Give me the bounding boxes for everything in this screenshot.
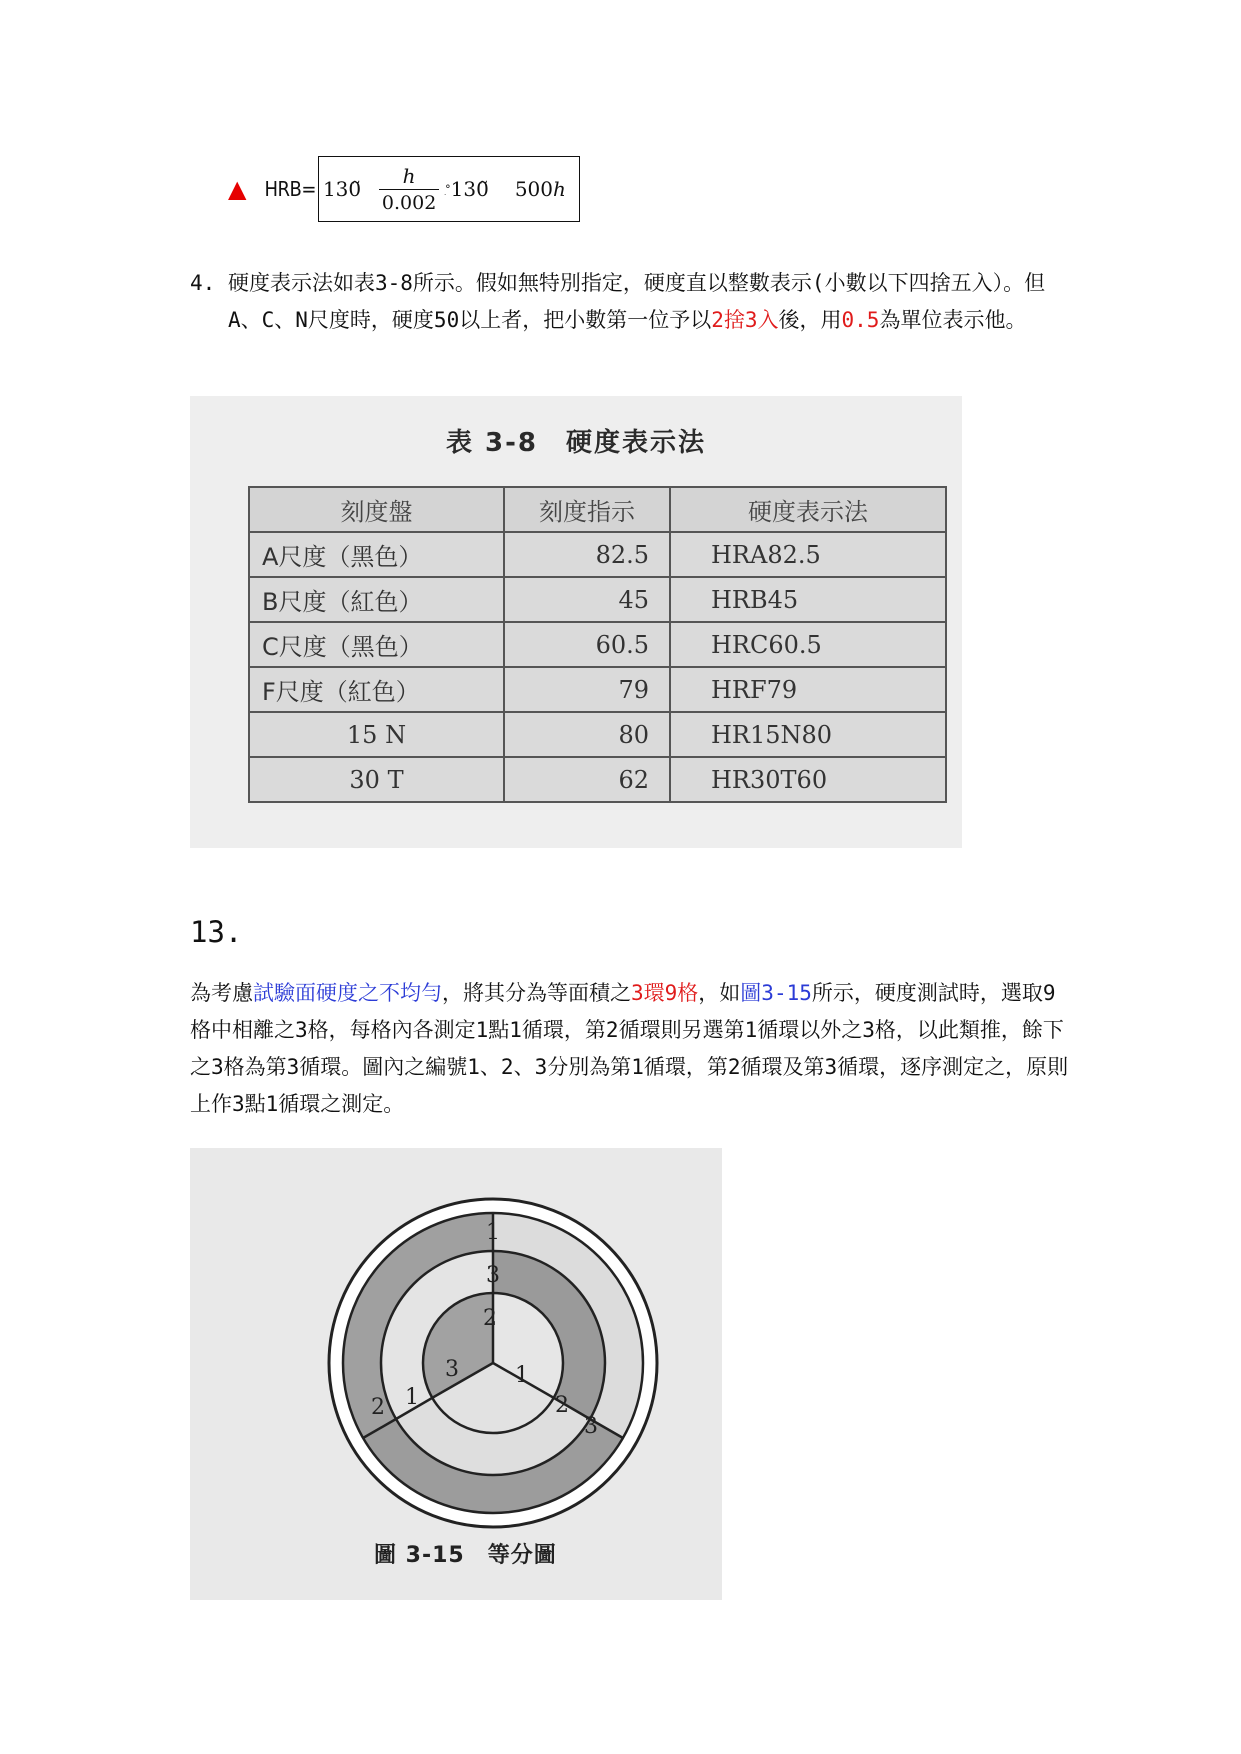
- formula-numerator: h: [402, 163, 416, 188]
- figure-reference: 圖3-15: [740, 981, 812, 1005]
- section-4-text: 為單位表示他。: [879, 308, 1027, 332]
- header-reading: 刻度指示: [504, 487, 670, 532]
- label-outer-top: 1: [486, 1220, 500, 1245]
- section-13-text: 所示，硬度測試時，選取9格中相離之3格，每格內各測定1點1循環，第2循環則另選第1循環以外之3格，以此類推，餘下之3格為第3循環。圖內之編號1、2、3分別為第1循環，第2循環及第3循環，逐序測定之，原則上作3點1循環之測定。: [190, 981, 1069, 1116]
- table-row: [249, 667, 946, 712]
- cell-dial: C尺度（黑色）: [249, 622, 504, 667]
- highlight-rounding-rule: 2捨3入: [711, 308, 779, 332]
- formula-lead: 130̃: [322, 177, 362, 201]
- cell-dial: B尺度（紅色）: [249, 577, 504, 622]
- highlight-nonuniform: 試驗面硬度之不均勻: [253, 981, 442, 1005]
- formula-box: [318, 156, 580, 222]
- cell-reading: 62: [504, 757, 670, 802]
- label-middle-right: 2: [555, 1393, 569, 1418]
- cell-notation: HRB45: [670, 577, 946, 622]
- cell-notation: HRF79: [670, 667, 946, 712]
- label-inner-top: 2: [483, 1306, 497, 1331]
- label-inner-right: 1: [515, 1363, 529, 1388]
- formula-fraction: [379, 163, 439, 216]
- cell-reading: 45: [504, 577, 670, 622]
- hrb-formula: [228, 154, 580, 224]
- table-caption: 表 3-8 硬度表示法: [445, 428, 707, 458]
- figure-caption: 圖 3-15 等分圖: [374, 1543, 557, 1568]
- section-4-text: 後，用: [778, 308, 842, 332]
- cell-reading: 80: [504, 712, 670, 757]
- division-figure-image: [190, 1148, 722, 1600]
- cell-notation: HRA82.5: [670, 532, 946, 577]
- header-notation: 硬度表示法: [670, 487, 946, 532]
- formula-mid-symbol: ׅ°: [445, 182, 451, 196]
- label-outer-right: 3: [584, 1414, 598, 1439]
- cell-dial: F尺度（紅色）: [249, 667, 504, 712]
- table-row: [249, 577, 946, 622]
- red-triangle-icon: ▲: [228, 175, 247, 203]
- section-4-body: [228, 265, 1070, 339]
- hardness-table: [248, 486, 947, 803]
- section-13-text: ，將其分為等面積之: [442, 981, 631, 1005]
- label-middle-left: 1: [405, 1385, 419, 1410]
- cell-notation: HR15N80: [670, 712, 946, 757]
- section-13-text: ，如: [698, 981, 741, 1005]
- table-row: [249, 712, 946, 757]
- formula-label: HRB=: [264, 177, 316, 201]
- highlight-rings-cells: 3環9格: [631, 981, 699, 1005]
- section-4-paragraph: [190, 265, 1070, 339]
- cell-dial: 30 T: [249, 757, 504, 802]
- cell-dial: 15 N: [249, 712, 504, 757]
- section-13-heading: 13.: [190, 915, 243, 949]
- formula-tail-variable: h: [553, 177, 566, 201]
- section-4-text: 硬度表示法如表3-8所示。假如無特別指定，硬度直以整數表示(小數以下四捨五入）。但A、C、N尺度時，硬度50以上者，把小數第一位予以: [228, 271, 1046, 332]
- formula-denominator: 0.002: [381, 191, 437, 214]
- table-header-row: [249, 487, 946, 532]
- formula-tail-number: 500: [514, 177, 553, 201]
- cell-reading: 60.5: [504, 622, 670, 667]
- formula-after: 130̃: [450, 177, 489, 201]
- section-13-text: 為考慮: [190, 981, 253, 1005]
- table-row: [249, 757, 946, 802]
- section-13-paragraph: [190, 975, 1070, 1123]
- hardness-table-image: [190, 396, 962, 848]
- table-row: [249, 622, 946, 667]
- label-middle-top: 3: [486, 1263, 500, 1288]
- label-inner-left: 3: [445, 1357, 459, 1382]
- division-diagram: [190, 1148, 722, 1600]
- cell-dial: A尺度（黑色）: [249, 532, 504, 577]
- cell-notation: HR30T60: [670, 757, 946, 802]
- highlight-unit: 0.5: [841, 308, 880, 332]
- label-outer-left: 2: [371, 1395, 385, 1420]
- cell-reading: 82.5: [504, 532, 670, 577]
- cell-notation: HRC60.5: [670, 622, 946, 667]
- table-row: [249, 532, 946, 577]
- cell-reading: 79: [504, 667, 670, 712]
- header-dial: 刻度盤: [249, 487, 504, 532]
- section-4-number: 4.: [190, 271, 216, 295]
